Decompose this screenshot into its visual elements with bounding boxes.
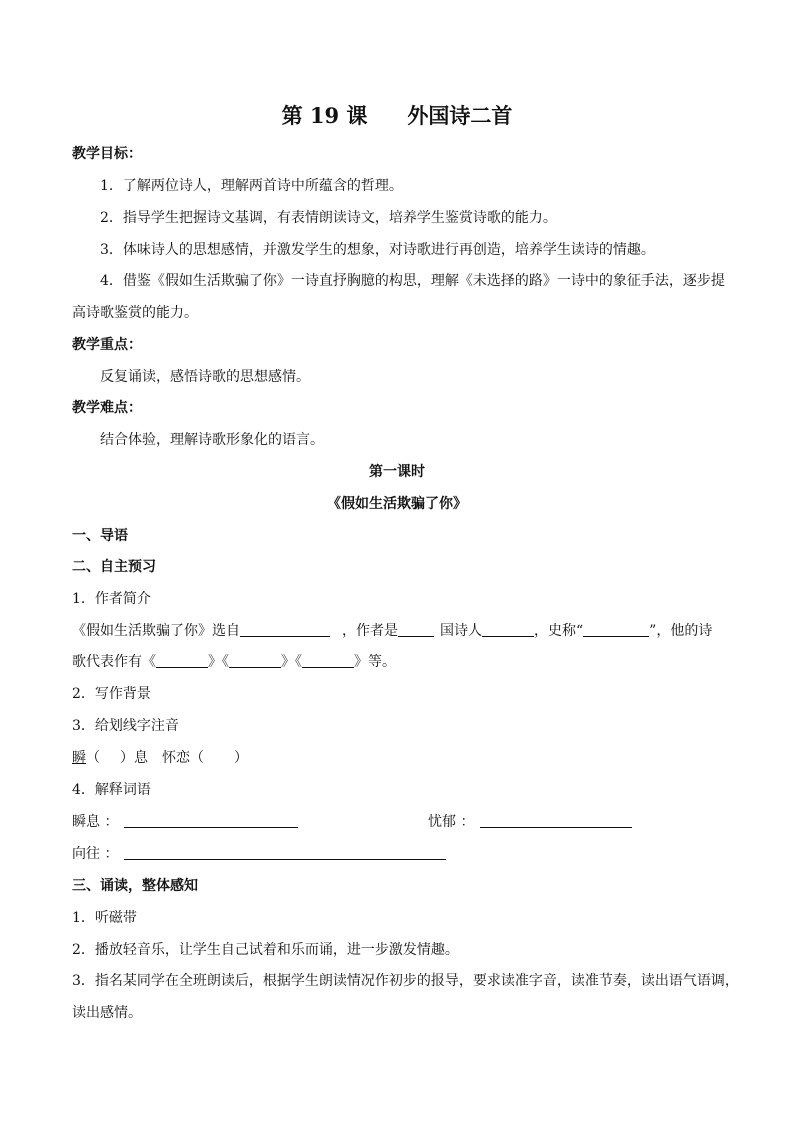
fill-blank-poet[interactable] <box>482 622 534 637</box>
fill-blank-work-1[interactable] <box>156 653 208 668</box>
underlined-char: 瞬 <box>72 750 86 766</box>
lesson-number: 第 19 课 <box>281 103 368 128</box>
goal-item: 2．指导学生把握诗文基调，有表情朗读诗文，培养学生鉴赏诗歌的能力。 <box>100 210 557 226</box>
difficulty-heading: 教学难点： <box>72 400 142 416</box>
fill-blank-source[interactable] <box>240 622 330 637</box>
step-item: 2．播放轻音乐，让学生自己试着和乐而诵，进一步激发情趣。 <box>72 942 459 958</box>
period-heading: 第一课时 <box>369 464 425 480</box>
goal-item: 1．了解两位诗人，理解两首诗中所蕴含的哲理。 <box>100 178 403 194</box>
vocab-blank-shunxi[interactable] <box>124 813 298 828</box>
fill-blank-country[interactable] <box>398 622 434 637</box>
focus-text: 反复诵读，感悟诗歌的思想感情。 <box>100 369 310 385</box>
pinyin-line: 瞬（ ）息 怀恋（ ） <box>72 750 248 766</box>
section-intro-heading: 一、导语 <box>72 528 128 544</box>
vocab-blank-xiangwang[interactable] <box>124 845 446 860</box>
author-works-line: 歌代表作有《 》《 》《 》等。 <box>72 654 396 670</box>
poem-title: 《假如生活欺骗了你》 <box>327 496 467 512</box>
vocab-line-1: 瞬息 ： <box>72 812 298 832</box>
goals-heading: 教学目标： <box>72 146 142 162</box>
section-preview-heading: 二、自主预习 <box>72 559 156 575</box>
vocab-label: 4．解释词语 <box>72 782 151 798</box>
lesson-name: 外国诗二首 <box>407 103 513 128</box>
author-intro-label: 1．作者简介 <box>72 591 151 607</box>
section-reading-heading: 三、诵读，整体感知 <box>72 878 198 894</box>
fill-blank-work-3[interactable] <box>302 653 354 668</box>
goal-item: 3．体味诗人的思想感情，并激发学生的想象，对诗歌进行再创造，培养学生读诗的情趣。 <box>100 242 655 258</box>
page-title <box>0 101 794 131</box>
fill-blank-title[interactable] <box>583 622 649 637</box>
pinyin-label: 3．给划线字注音 <box>72 718 179 734</box>
goal-item: 4．借鉴《假如生活欺骗了你》一诗直抒胸臆的构思，理解《未选择的路》一诗中的象征手法，逐步提 <box>100 273 725 289</box>
step-item: 1．听磁带 <box>72 910 137 926</box>
step-item: 3．指名某同学在全班朗读后，根据学生朗读情况作初步的报导，要求读准字音，读准节奏，读出语气语调， <box>72 973 739 989</box>
difficulty-text: 结合体验，理解诗歌形象化的语言。 <box>100 432 324 448</box>
vocab-blank-youyu[interactable] <box>480 813 632 828</box>
vocab-line-2: 忧郁 ： <box>428 812 632 832</box>
background-label: 2．写作背景 <box>72 686 151 702</box>
fill-blank-work-2[interactable] <box>229 653 281 668</box>
step-item-continued: 读出感情。 <box>72 1005 142 1021</box>
goal-item-continued: 高诗歌鉴赏的能力。 <box>72 305 198 321</box>
focus-heading: 教学重点： <box>72 337 142 353</box>
vocab-line-3: 向往 ： <box>72 844 446 864</box>
author-intro-line: 《假如生活欺骗了你》选自 ，作者是 国诗人 ，史称“ ”，他的诗 <box>72 623 713 639</box>
